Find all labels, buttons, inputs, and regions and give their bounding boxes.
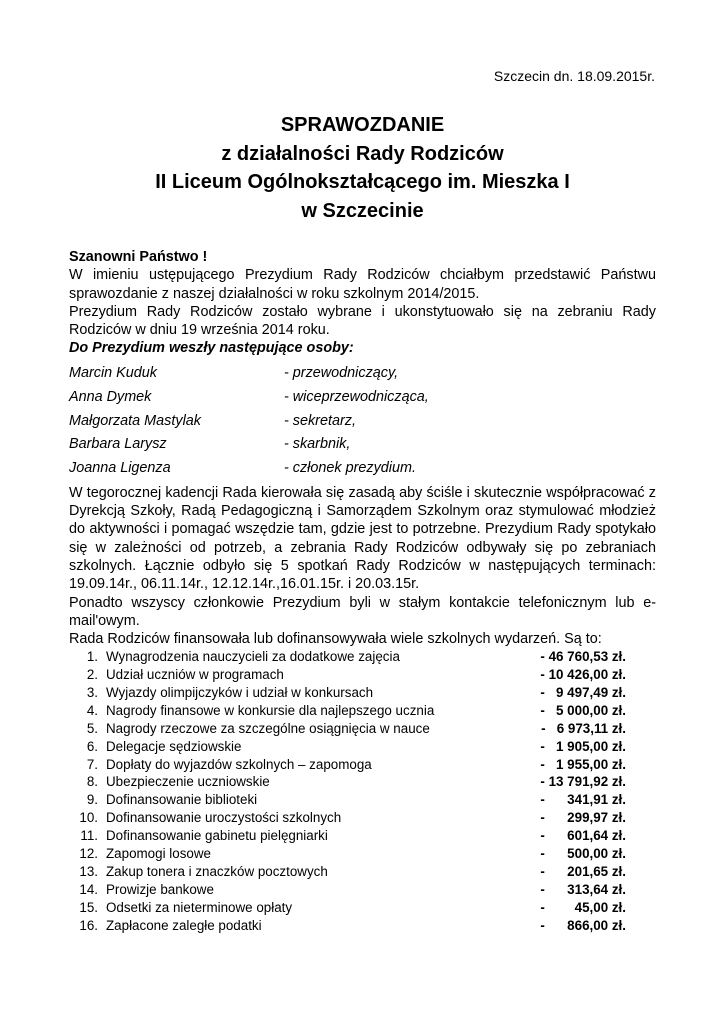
- member-role: - skarbnik,: [284, 436, 351, 453]
- expense-label: Dofinansowanie biblioteki: [106, 792, 258, 808]
- expense-amount: - 299,97 zł.: [540, 810, 626, 826]
- member-name: Barbara Larysz: [69, 436, 167, 453]
- expense-row: [69, 809, 656, 827]
- expense-number: 2.: [86, 667, 98, 683]
- expense-row: [69, 738, 656, 756]
- expense-number: 11.: [80, 828, 98, 844]
- expense-label: Zapomogi losowe: [106, 846, 211, 862]
- expenses-list: [69, 648, 656, 934]
- presidium-heading: Do Prezydium weszły następujące osoby:: [69, 340, 354, 357]
- expense-number: 12.: [79, 846, 98, 862]
- expense-amount: - 10 426,00 zł.: [540, 667, 626, 683]
- expense-label: Dofinansowanie gabinetu pielęgniarki: [106, 828, 328, 844]
- cooperation-paragraph: W tegorocznej kadencji Rada kierowała się zasadą aby ściśle i skutecznie współpracować z Dyrekcją Szkoły, Radą Pedagogiczną i Samorządem Szkolnym oraz stymulować młodzież do aktywności i pomagać wszędzie tam, gdzie jest to potrzebne. Prezydium Rady spotykało się w zależności od potrzeb, a zebrania Rady Rodziców odbywały się po zebraniach szkolnych. Łącznie odbyło się 5 spotkań Rady Rodziców w następujących terminach: 19.09.14r., 06.11.14r., 12.12.14r.,16.01.15r. i 20.03.15r.: [69, 484, 656, 593]
- document-date: Szczecin dn. 18.09.2015r.: [493, 68, 655, 84]
- title-line-1: SPRAWOZDANIE: [280, 114, 445, 136]
- expense-number: 6.: [86, 738, 98, 754]
- member-name: Małgorzata Mastylak: [69, 412, 201, 429]
- expense-row: [69, 792, 656, 810]
- member-name: Joanna Ligenza: [69, 459, 171, 476]
- expense-number: 5.: [86, 720, 98, 736]
- financing-intro: Rada Rodziców finansowała lub dofinansowywała wiele szkolnych wydarzeń. Są to:: [69, 631, 602, 648]
- expense-row: [69, 720, 656, 738]
- expense-number: 1.: [86, 649, 98, 665]
- expense-row: [69, 899, 656, 917]
- expense-row: [69, 756, 656, 774]
- expense-amount: - 341,91 zł.: [540, 792, 626, 808]
- expense-row: [69, 845, 656, 863]
- expense-label: Zapłacone zaległe podatki: [106, 917, 262, 933]
- member-name: Marcin Kuduk: [69, 365, 157, 382]
- expense-amount: - 13 791,92 zł.: [540, 774, 626, 790]
- intro-paragraph: W imieniu ustępującego Prezydium Rady Rodziców chciałbym przedstawić Państwu sprawozdanie z naszej działalności w roku szkolnym 2014/2015.: [69, 267, 656, 302]
- expense-number: 7.: [86, 756, 98, 772]
- member-name: Anna Dymek: [69, 389, 152, 406]
- expense-number: 8.: [86, 774, 98, 790]
- expense-amount: - 601,64 zł.: [540, 828, 626, 844]
- expense-row: [69, 917, 656, 935]
- title-line-3: II Liceum Ogólnokształcącego im. Mieszka I: [155, 171, 570, 193]
- member-row: [69, 456, 656, 480]
- expense-number: 15.: [79, 899, 98, 915]
- expense-row: [69, 666, 656, 684]
- expense-row: [69, 827, 656, 845]
- member-role: - przewodniczący,: [284, 365, 399, 382]
- document-body: [69, 248, 656, 935]
- expense-row: [69, 684, 656, 702]
- expense-label: Dopłaty do wyjazdów szkolnych – zapomoga: [106, 756, 372, 772]
- expense-amount: - 6 973,11 zł.: [541, 720, 626, 736]
- expense-number: 3.: [86, 685, 98, 700]
- expense-number: 14.: [79, 881, 98, 897]
- expense-amount: - 5 000,00 zł.: [540, 702, 626, 718]
- member-role: - członek prezydium.: [284, 459, 416, 476]
- expense-amount: - 1 955,00 zł.: [540, 756, 626, 772]
- expense-label: Wyjazdy olimpijczyków i udział w konkursach: [106, 685, 374, 700]
- expense-label: Udział uczniów w programach: [106, 667, 284, 683]
- member-role: - wiceprzewodnicząca,: [284, 389, 429, 406]
- expense-row: [69, 774, 656, 792]
- member-row: [69, 409, 656, 433]
- expense-label: Prowizje bankowe: [106, 881, 214, 897]
- title-line-2: z działalności Rady Rodziców: [221, 142, 504, 165]
- expense-amount: - 866,00 zł.: [540, 917, 626, 933]
- expense-amount: - 1 905,00 zł.: [540, 738, 626, 754]
- expense-row: [69, 863, 656, 881]
- member-role: - sekretarz,: [284, 412, 356, 429]
- expense-label: Ubezpieczenie uczniowskie: [106, 774, 270, 790]
- expense-label: Delegacje sędziowskie: [106, 738, 242, 754]
- expense-label: Nagrody rzeczowe za szczególne osiągnięcia w nauce: [106, 720, 430, 736]
- expense-label: Wynagrodzenia nauczycieli za dodatkowe zajęcia: [106, 649, 400, 665]
- expense-number: 13.: [79, 863, 98, 879]
- expense-number: 9.: [86, 792, 98, 808]
- member-row: [69, 385, 656, 409]
- expense-amount: - 9 497,49 zł.: [540, 685, 626, 700]
- title-line-4: w Szczecinie: [301, 199, 424, 222]
- expense-row: [69, 648, 656, 666]
- expense-label: Odsetki za nieterminowe opłaty: [106, 899, 293, 915]
- expense-number: 10.: [79, 810, 98, 826]
- expense-row: [69, 881, 656, 899]
- expense-amount: - 46 760,53 zł.: [540, 649, 626, 665]
- expense-number: 4.: [86, 702, 98, 718]
- expense-amount: - 500,00 zł.: [540, 846, 626, 862]
- election-paragraph: Prezydium Rady Rodziców zostało wybrane i ukonstytuowało się na zebraniu Rady Rodziców w dniu 19 września 2014 roku.: [69, 303, 656, 339]
- expense-row: [69, 702, 656, 720]
- member-row: [69, 362, 656, 386]
- expense-label: Dofinansowanie uroczystości szkolnych: [106, 810, 342, 826]
- greeting: Szanowni Państwo !: [69, 249, 208, 265]
- expense-amount: - 45,00 zł.: [540, 899, 626, 915]
- expense-label: Nagrody finansowe w konkursie dla najlepszego ucznia: [106, 702, 435, 718]
- presidium-members-list: [69, 362, 656, 480]
- expense-amount: - 201,65 zł.: [540, 863, 626, 879]
- document-title: [0, 111, 725, 225]
- expense-number: 16.: [79, 917, 98, 933]
- expense-amount: - 313,64 zł.: [540, 881, 626, 897]
- member-row: [69, 433, 656, 457]
- expense-label: Zakup tonera i znaczków pocztowych: [106, 863, 328, 879]
- contact-paragraph: Ponadto wszyscy członkowie Prezydium byli w stałym kontakcie telefonicznym lub e-mail'owym.: [69, 594, 656, 629]
